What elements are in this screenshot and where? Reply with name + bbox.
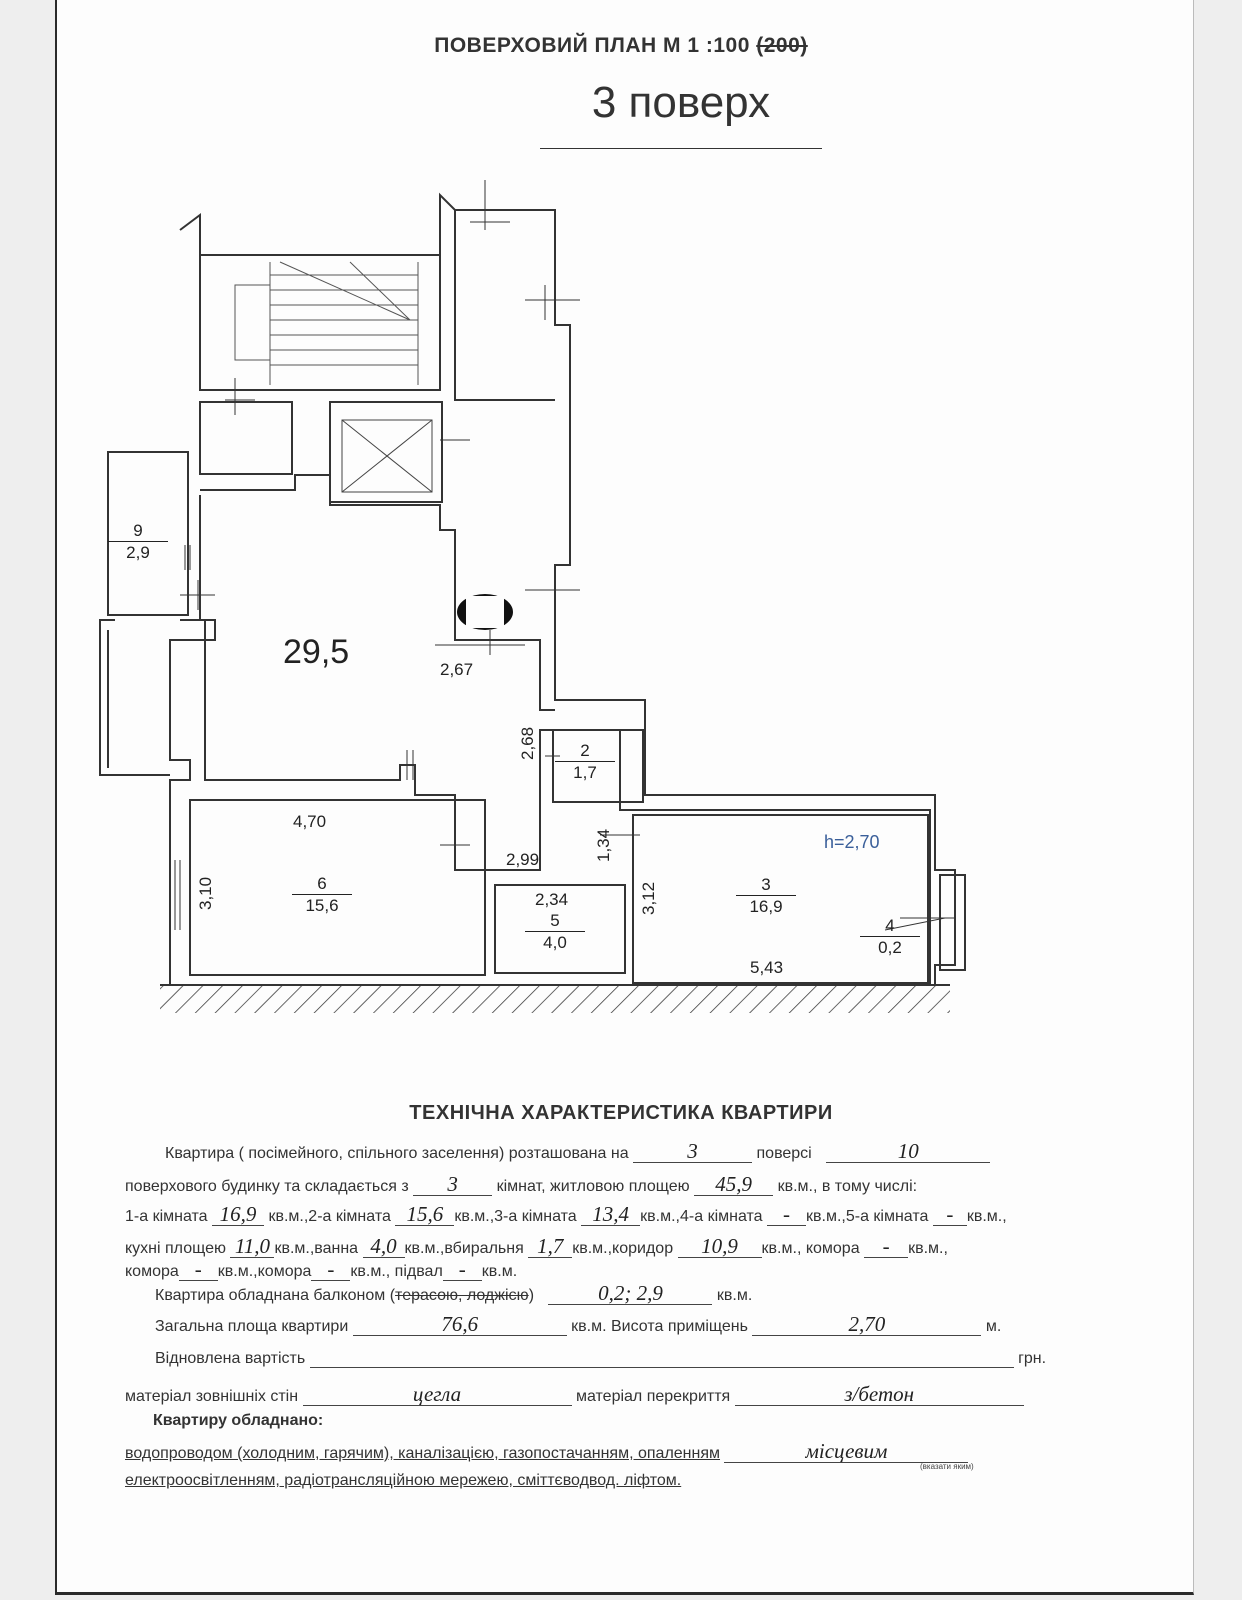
ceiling-height-label: h=2,70 <box>824 832 880 852</box>
balcony-4 <box>940 875 965 970</box>
spec-line-9: матеріал зовнішніх стін цегла матеріал перекриття з/бетон <box>125 1383 1024 1406</box>
heating-note: (вказати яким) <box>920 1462 974 1471</box>
dim-5-43: 5,43 <box>750 958 784 977</box>
lift-cross <box>342 420 432 492</box>
room-4-label: $\frac{4}{0,2}$ <box>860 915 920 958</box>
spec-equipped: Квартиру обладнано: <box>153 1412 324 1429</box>
stairs <box>235 262 418 385</box>
spec-line-10: водопроводом (холодним, гарячим), каналізацією, газопостачанням, опаленням місцевим <box>125 1440 968 1463</box>
spec-line-5: комора - кв.м.,комора - кв.м., підвал - кв.м. <box>125 1257 518 1281</box>
room-5-label: $\frac{5}{4,0}$ <box>525 910 585 953</box>
plan-title: ПОВЕРХОВИЙ ПЛАН М 1 :100 (200) <box>434 34 808 57</box>
ground-hatching <box>160 985 950 1013</box>
room-3-label: $\frac{3}{16,9}$ <box>736 874 796 917</box>
spec-line-11: електроосвітленням, радіотрансляційною мережею, сміттєводвод. ліфтом. <box>125 1472 682 1489</box>
spec-line-8: Відновлена вартість грн. <box>155 1345 1046 1368</box>
storage-wall <box>200 402 292 474</box>
room-2-label: $\frac{2}{1,7}$ <box>555 740 615 783</box>
dim-3-12: 3,12 <box>639 881 658 915</box>
spec-line-6: Квартира обладнана балконом (терасою, лоджією) 0,2; 2,9 кв.м. <box>155 1281 753 1305</box>
dim-2-34: 2,34 <box>535 890 569 909</box>
room-9-label: $\frac{9}{2,9}$ <box>108 520 168 563</box>
dim-2-67: 2,67 <box>440 660 474 679</box>
dim-1-34: 1,34 <box>594 828 613 862</box>
dim-2-68: 2,68 <box>518 726 537 760</box>
spec-title: ТЕХНІЧНА ХАРАКТЕРИСТИКА КВАРТИРИ <box>409 1102 833 1124</box>
spec-line-1: Квартира ( посімейного, спільного заселення) розташована на 3 поверсі 10 <box>165 1140 990 1163</box>
spec-line-7: Загальна площа квартири 76,6 кв.м. Висота приміщень 2,70 м. <box>155 1312 1002 1336</box>
floor-heading: 3 поверх <box>591 78 771 127</box>
door-marks <box>175 180 955 930</box>
dim-4-70: 4,70 <box>293 812 327 831</box>
main-area-label: 29,5 <box>283 633 350 671</box>
spec-line-3: 1-а кімната 16,9 кв.м.,2-а кімната 15,6 кв.м.,3-а кімната 13,4 кв.м.,4-а кімната - кв.м.,5-а кімната - кв.м., <box>125 1202 1007 1226</box>
dim-2-99: 2,99 <box>506 850 540 869</box>
dim-3-10: 3,10 <box>196 876 215 910</box>
room-6-label: $\frac{6}{15,6}$ <box>292 873 352 916</box>
spec-line-4: кухні площею 11,0 кв.м.,ванна 4,0 кв.м.,вбиральня 1,7 кв.м.,коридор 10,9 кв.м., комора - кв.м., <box>125 1234 948 1258</box>
spec-line-2: поверхового будинку та складається з 3 кімнат, житловою площею 45,9 кв.м., в тому числі: <box>125 1172 918 1196</box>
